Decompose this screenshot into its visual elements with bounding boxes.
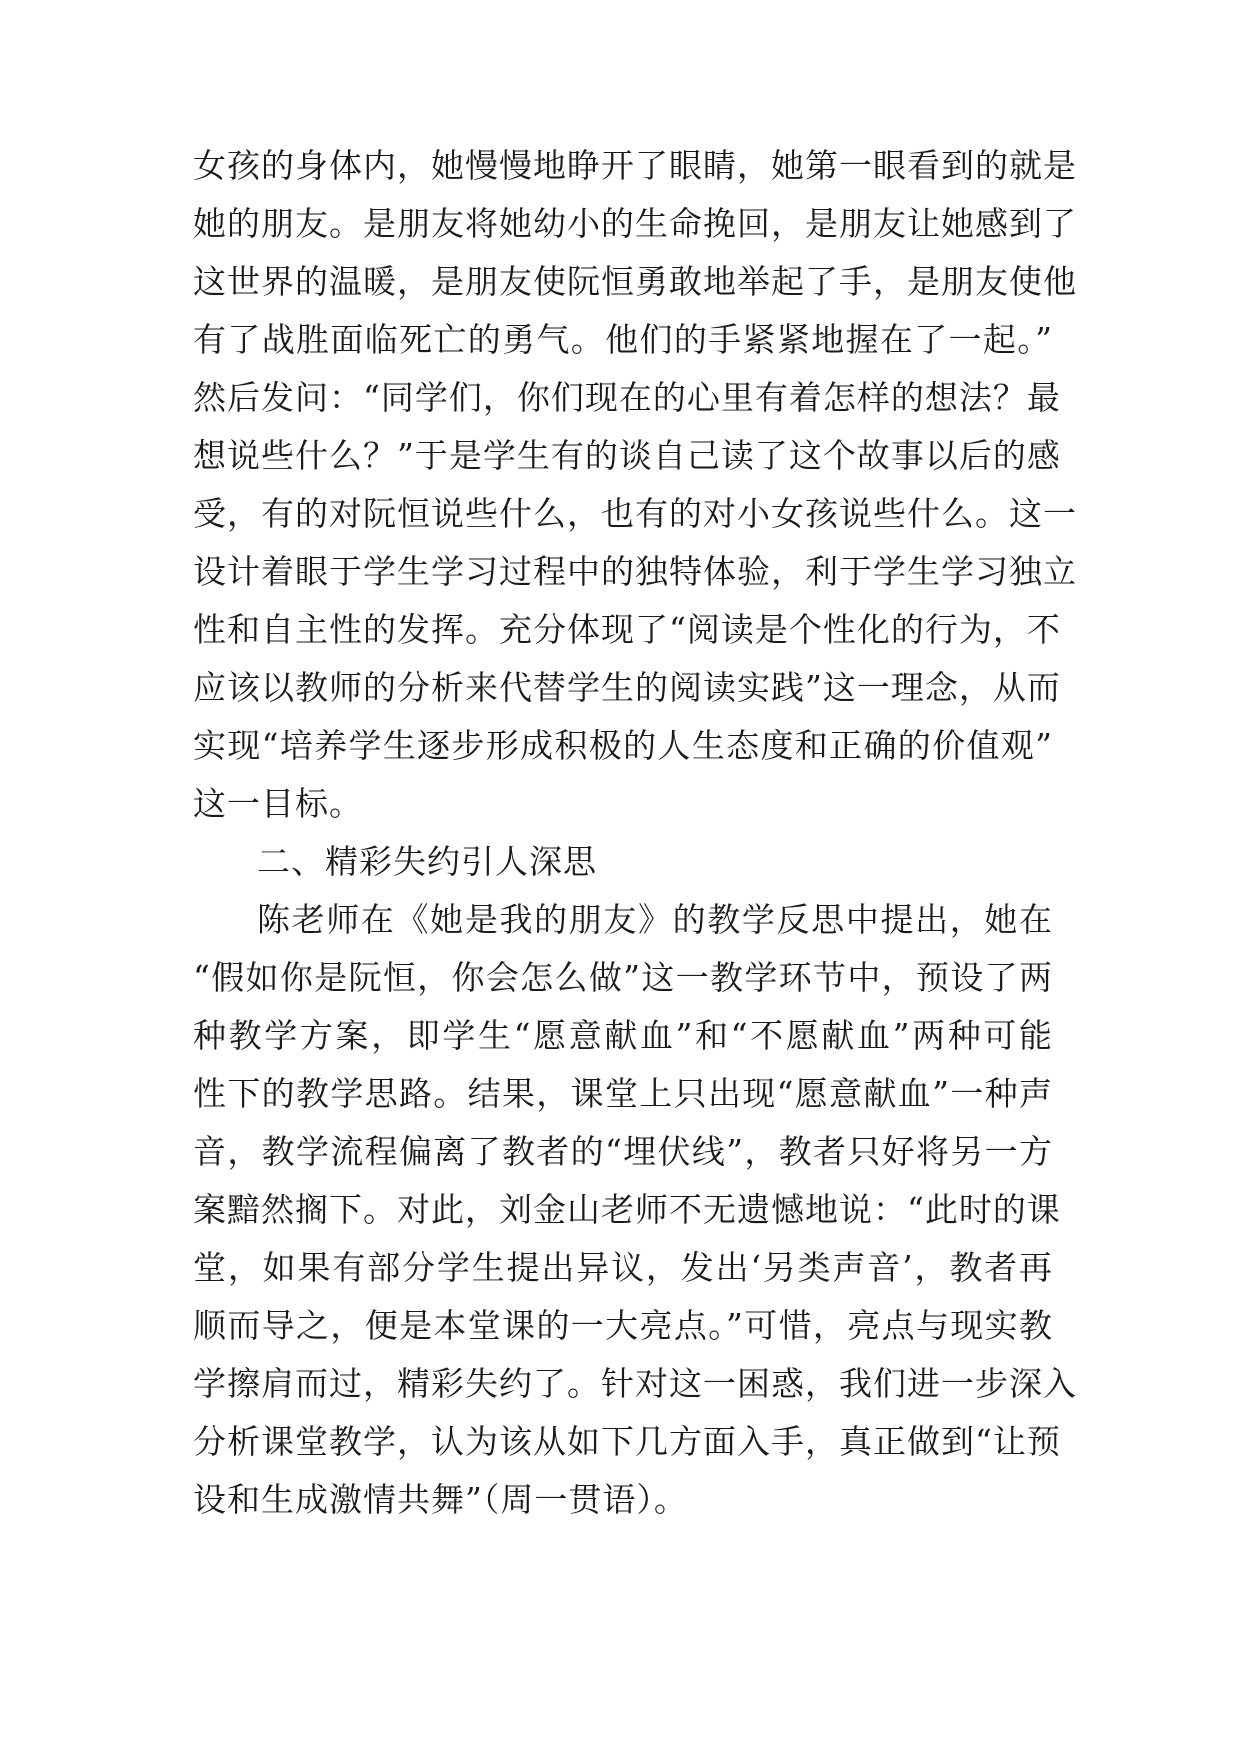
text-line: 想说些什么？”于是学生有的谈自己读了这个故事以后的感 xyxy=(193,436,1061,475)
text-line: 这一目标。 xyxy=(193,784,363,823)
text-line: 她的朋友。是朋友将她幼小的生命挽回，是朋友让她感到了 xyxy=(193,204,1077,243)
text-line: 应该以教师的分析来代替学生的阅读实践”这一理念，从而 xyxy=(193,668,1061,707)
text-line: 种教学方案，即学生“愿意献血”和“不愿献血”两种可能 xyxy=(193,1016,1053,1055)
text-line: 有了战胜面临死亡的勇气。他们的手紧紧地握在了一起。” xyxy=(193,320,1053,359)
text-line: 分析课堂教学，认为该从如下几方面入手，真正做到“让预 xyxy=(193,1422,1061,1461)
text-line: 这世界的温暖，是朋友使阮恒勇敢地举起了手，是朋友使他 xyxy=(193,262,1077,301)
text-line: 性和自主性的发挥。充分体现了“阅读是个性化的行为，不 xyxy=(193,610,1061,649)
text-line: 音，教学流程偏离了教者的“埋伏线”，教者只好将另一方 xyxy=(193,1132,1053,1171)
text-line: 设和生成激情共舞”（周一贯语）。 xyxy=(193,1480,688,1519)
text-line: 然后发问：“同学们，你们现在的心里有着怎样的想法？最 xyxy=(193,378,1061,417)
text-line: 堂，如果有部分学生提出异议，发出‘另类声音’，教者再 xyxy=(193,1248,1053,1287)
text-line: 实现“培养学生逐步形成积极的人生态度和正确的价值观” xyxy=(193,726,1053,765)
text-line: 受，有的对阮恒说些什么，也有的对小女孩说些什么。这一 xyxy=(193,494,1077,533)
text-line: 顺而导之，便是本堂课的一大亮点。”可惜，亮点与现实教 xyxy=(193,1306,1053,1345)
text-line: 女孩的身体内，她慢慢地睁开了眼睛，她第一眼看到的就是 xyxy=(193,146,1077,185)
text-line: 案黯然搁下。对此，刘金山老师不无遗憾地说：“此时的课 xyxy=(193,1190,1061,1229)
text-line: 设计着眼于学生学习过程中的独特体验，利于学生学习独立 xyxy=(193,552,1077,591)
section-heading: 二、精彩失约引人深思 xyxy=(257,842,597,881)
text-line: 学擦肩而过，精彩失约了。针对这一困惑，我们进一步深入 xyxy=(193,1364,1077,1403)
text-line: “假如你是阮恒，你会怎么做”这一教学环节中，预设了两 xyxy=(193,958,1053,997)
text-line: 性下的教学思路。结果，课堂上只出现“愿意献血”一种声 xyxy=(193,1074,1053,1113)
text-line: 陈老师在《她是我的朋友》的教学反思中提出，她在 xyxy=(257,900,1053,939)
